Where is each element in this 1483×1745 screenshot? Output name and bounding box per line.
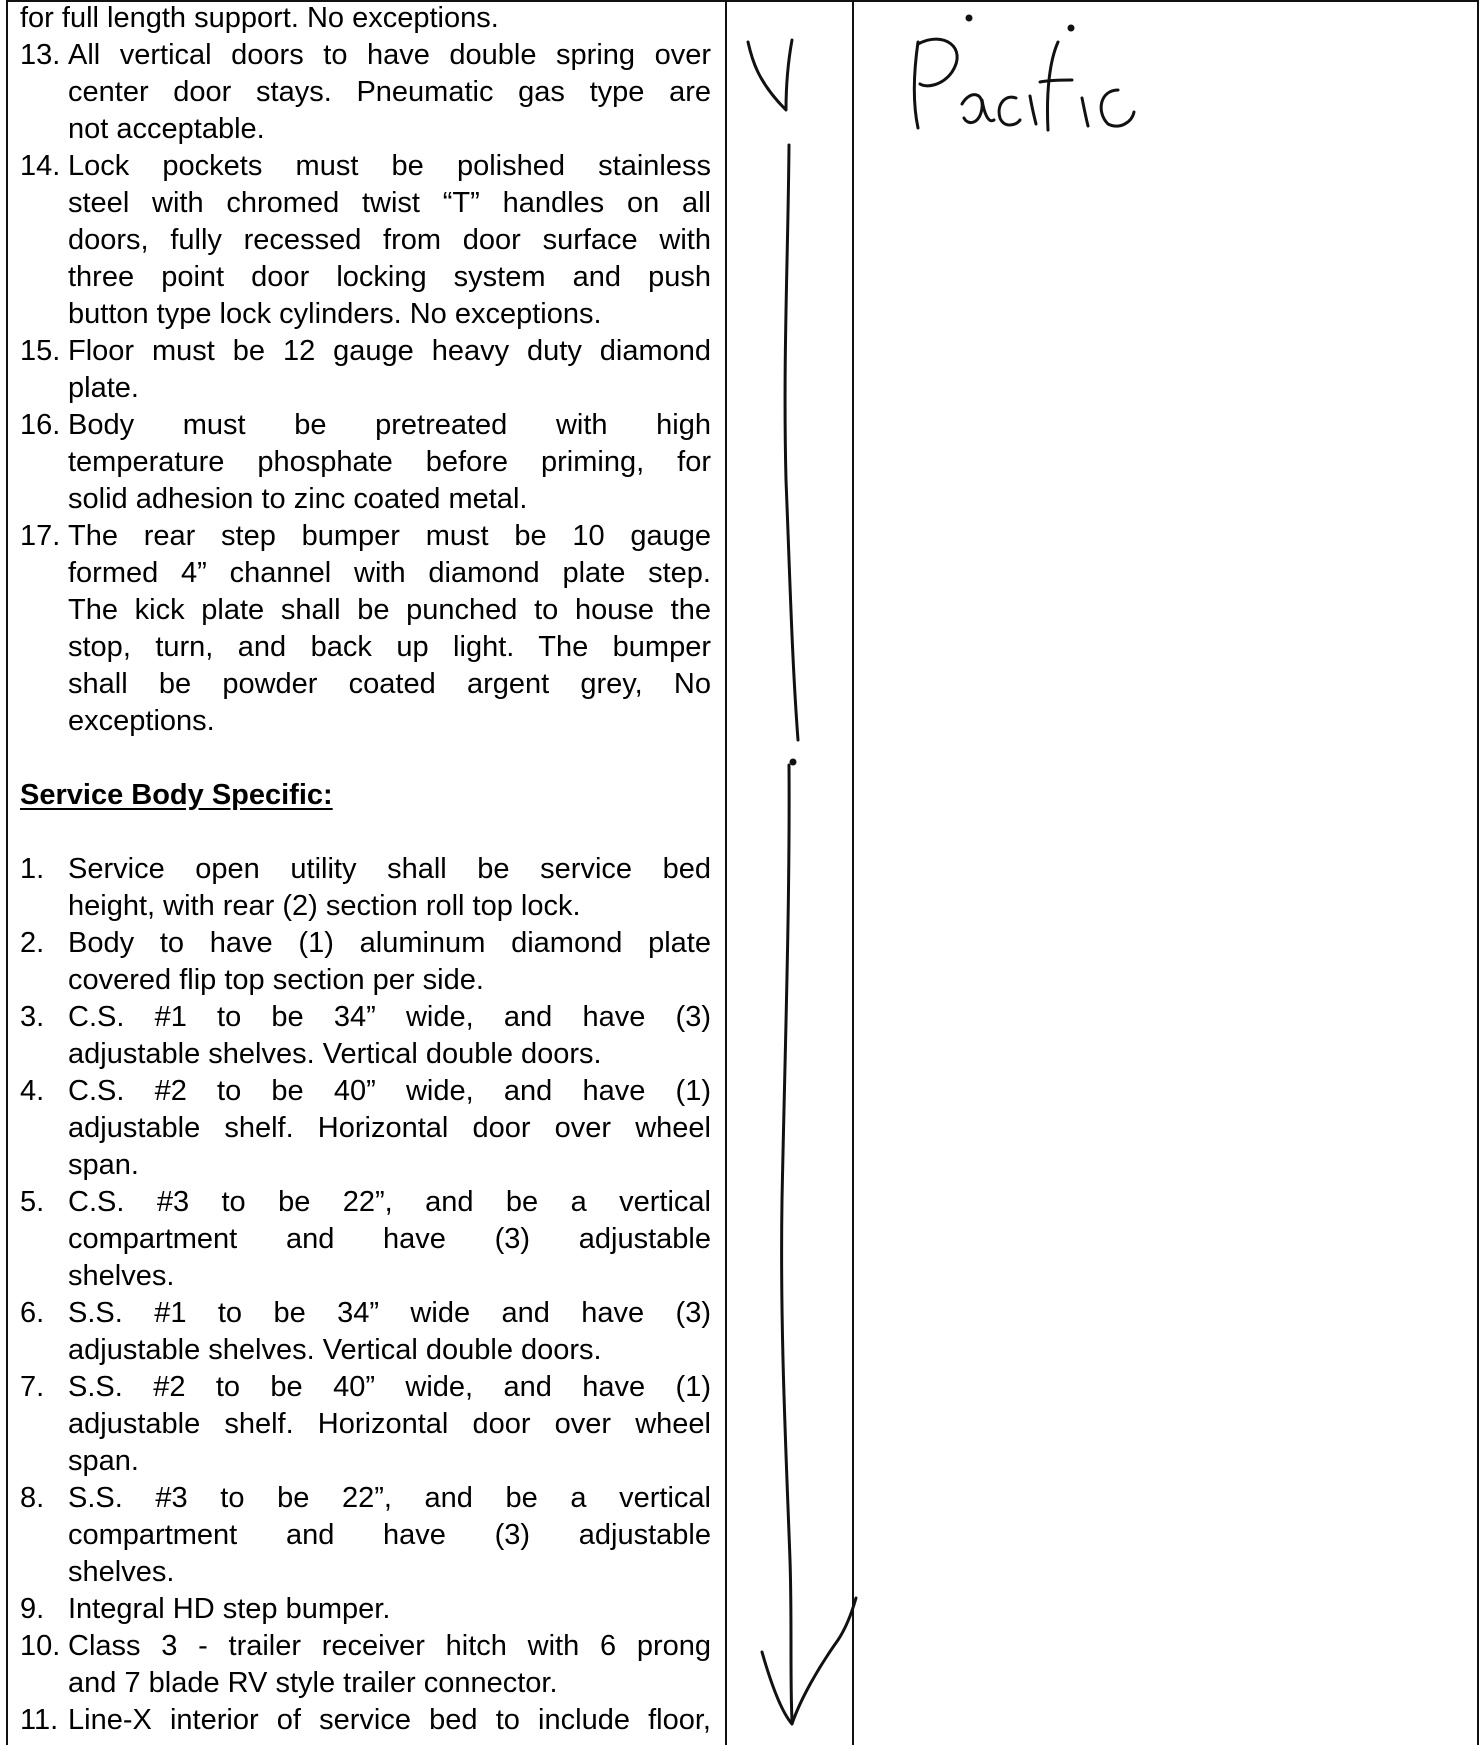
- spec-line: stop, turn, and back up light. The bumper: [68, 631, 711, 663]
- spec-line: Line-X interior of service bed to include floor,: [68, 1704, 711, 1736]
- spec-line: three point door locking system and push: [68, 261, 711, 293]
- service-item-8: [20, 1480, 711, 1517]
- item-number: 10.: [20, 1630, 61, 1662]
- ink-dot: [967, 16, 971, 20]
- arrow-line-lower: [782, 765, 792, 1720]
- table-column-divider-2: [852, 0, 854, 1745]
- spec-line: button type lock cylinders. No exceptions.: [68, 298, 602, 330]
- item-number: 6.: [20, 1297, 45, 1329]
- service-item-1: [20, 851, 711, 888]
- spec-line: C.S. #1 to be 34” wide, and have (3): [68, 1001, 711, 1033]
- spec-line: height, with rear (2) section roll top lock.: [68, 890, 581, 922]
- item-number: 8.: [20, 1482, 45, 1514]
- spec-line: shelves.: [68, 1260, 175, 1292]
- spec-line: Class 3 - trailer receiver hitch with 6 prong: [68, 1630, 711, 1662]
- spacer: [20, 740, 711, 777]
- spec-line: adjustable shelves. Vertical double doors.: [68, 1334, 602, 1366]
- spec-line: adjustable shelves. Vertical double doors.: [68, 1038, 602, 1070]
- spec-item-15: [20, 333, 711, 370]
- table-left-border: [6, 0, 8, 1745]
- spec-line: adjustable shelf. Horizontal door over wheel: [68, 1408, 711, 1440]
- spec-line: The rear step bumper must be 10 gauge: [68, 520, 711, 552]
- check-mark: [748, 40, 792, 110]
- service-item-7: [20, 1369, 711, 1406]
- spec-line: The kick plate shall be punched to house the: [68, 594, 711, 626]
- spec-line: compartment and have (3) adjustable: [68, 1519, 711, 1551]
- service-item-10: [20, 1628, 711, 1665]
- spacer: [20, 814, 711, 851]
- spec-line: Lock pockets must be polished stainless: [68, 150, 711, 182]
- spec-item-16: [20, 407, 711, 444]
- section-heading: Service Body Specific:: [20, 779, 333, 811]
- spec-line: S.S. #1 to be 34” wide and have (3): [68, 1297, 711, 1329]
- handwritten-pacific: [914, 39, 1134, 130]
- item-number: 14.: [20, 150, 61, 182]
- spec-item-14: [20, 148, 711, 185]
- spec-line: formed 4” channel with diamond plate step.: [68, 557, 711, 589]
- spec-line: Floor must be 12 gauge heavy duty diamond: [68, 335, 711, 367]
- service-item-5: [20, 1184, 711, 1221]
- item-number: 5.: [20, 1186, 45, 1218]
- table-right-border: [1477, 0, 1479, 1745]
- service-item-3: [20, 999, 711, 1036]
- spec-line: Body must be pretreated with high: [68, 409, 711, 441]
- spec-line: shall be powder coated argent grey, No: [68, 668, 711, 700]
- spec-line: compartment and have (3) adjustable: [68, 1223, 711, 1255]
- ink-dot: [791, 760, 795, 764]
- item-number: 4.: [20, 1075, 45, 1107]
- spec-line: All vertical doors to have double spring over: [68, 39, 711, 71]
- service-item-2: [20, 925, 711, 962]
- item-number: 1.: [20, 853, 45, 885]
- spec-line: Integral HD step bumper.: [68, 1593, 391, 1625]
- service-item-11: [20, 1702, 711, 1739]
- item-number: 11.: [20, 1704, 59, 1736]
- item-number: 17.: [20, 520, 61, 552]
- item-number: 13.: [20, 39, 61, 71]
- spec-line: not acceptable.: [68, 113, 265, 145]
- spec-line: center door stays. Pneumatic gas type are: [68, 76, 711, 108]
- spec-line: span.: [68, 1149, 139, 1181]
- arrow-head: [762, 1598, 856, 1724]
- item-number: 7.: [20, 1371, 45, 1403]
- service-item-4: [20, 1073, 711, 1110]
- spec-line: Service open utility shall be service bed: [68, 853, 711, 885]
- spec-line: S.S. #3 to be 22”, and be a vertical: [68, 1482, 711, 1514]
- spec-line: C.S. #2 to be 40” wide, and have (1): [68, 1075, 711, 1107]
- spec-line: and 7 blade RV style trailer connector.: [68, 1667, 558, 1699]
- spec-line: temperature phosphate before priming, for: [68, 446, 711, 478]
- spec-line: doors, fully recessed from door surface with: [68, 224, 711, 256]
- spec-line: solid adhesion to zinc coated metal.: [68, 483, 528, 515]
- spec-text-column: [20, 0, 711, 1739]
- service-item-6: [20, 1295, 711, 1332]
- spec-line: Body to have (1) aluminum diamond plate: [68, 927, 711, 959]
- spec-line: steel with chromed twist “T” handles on all: [68, 187, 711, 219]
- item-number: 16.: [20, 409, 61, 441]
- spec-line: adjustable shelf. Horizontal door over wheel: [68, 1112, 711, 1144]
- spec-line: covered flip top section per side.: [68, 964, 484, 996]
- spec-line: exceptions.: [68, 705, 215, 737]
- spec-item-13: [20, 37, 711, 74]
- table-column-divider-1: [725, 0, 727, 1745]
- spec-line: C.S. #3 to be 22”, and be a vertical: [68, 1186, 711, 1218]
- arrow-line-upper: [785, 145, 798, 740]
- spec-line: for full length support. No exceptions.: [20, 2, 499, 34]
- item-number: 9.: [20, 1593, 45, 1625]
- item-number: 2.: [20, 927, 45, 959]
- spec-line: shelves.: [68, 1556, 175, 1588]
- spec-line: plate.: [68, 372, 139, 404]
- spec-item-17: [20, 518, 711, 555]
- item-number: 3.: [20, 1001, 45, 1033]
- service-item-9: [20, 1591, 711, 1628]
- ink-dot: [1069, 26, 1073, 30]
- item-number: 15.: [20, 335, 61, 367]
- spec-line: span.: [68, 1445, 139, 1477]
- spec-line: S.S. #2 to be 40” wide, and have (1): [68, 1371, 711, 1403]
